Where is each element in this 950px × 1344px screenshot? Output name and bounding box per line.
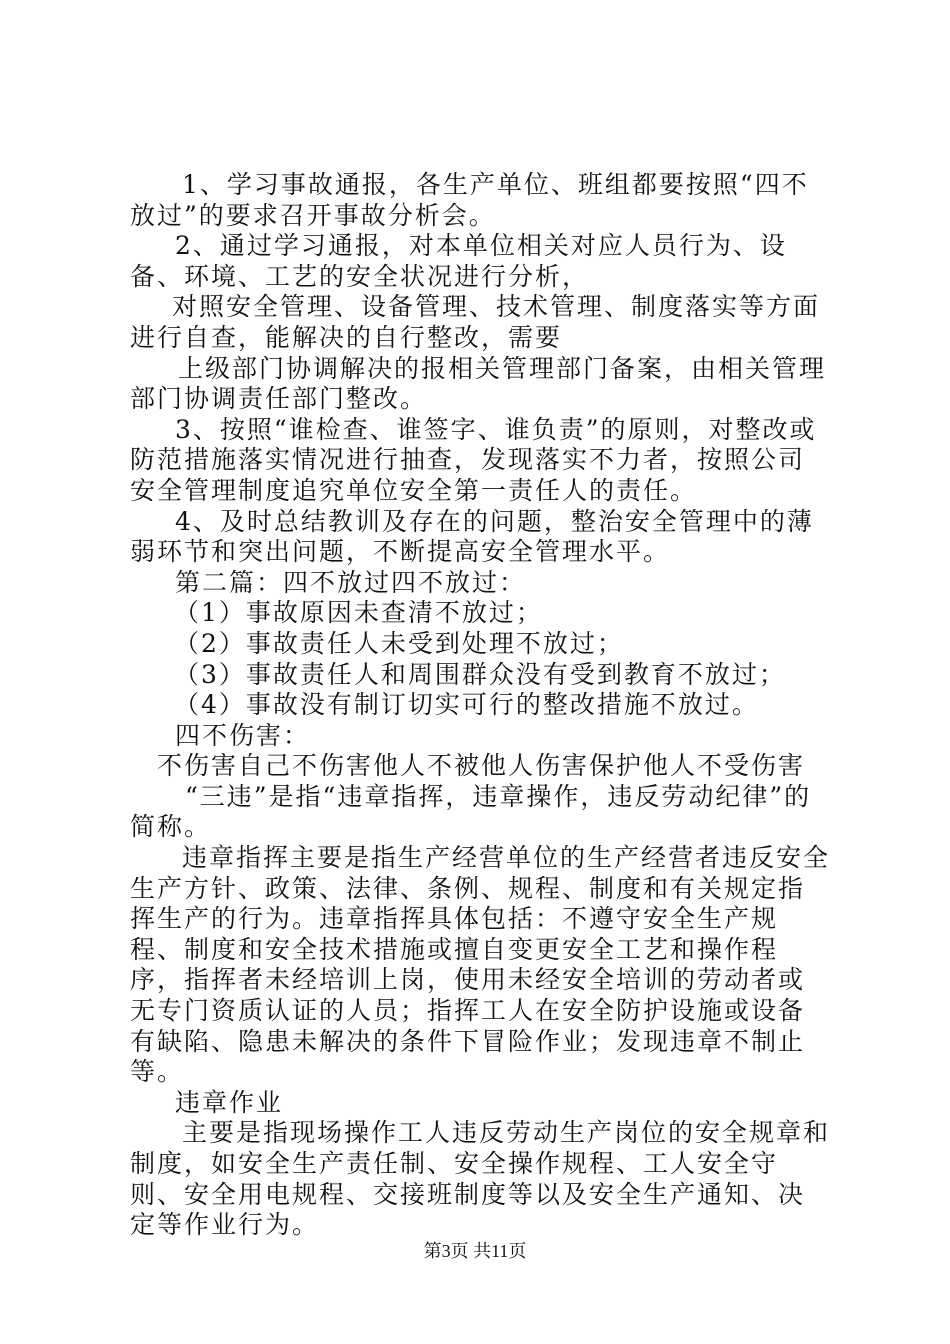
paragraph: 1、学习事故通报，各生产单位、班组都要按照“四不放过”的要求召开事故分析会。 xyxy=(130,170,809,230)
paragraph: 对照安全管理、设备管理、技术管理、制度落实等方面进行自查，能解决的自行整改，需要 xyxy=(130,292,821,352)
subheading: 四不伤害： xyxy=(148,720,311,750)
list-item: （4）事故没有制订切实可行的整改措施不放过。 xyxy=(174,690,759,720)
paragraph: 2、通过学习通报，对本单位相关对应人员行为、设备、环境、工艺的安全状况进行分析， xyxy=(130,231,787,291)
page-number-footer: 第3页 共11页 xyxy=(423,1241,527,1261)
paragraph: 违章指挥主要是指生产经营单位的生产经营者违反安全生产方针、政策、法律、条例、规程、制度和有关规定指挥生产的行为。违章指挥具体包括：不遵守安全生产规程、制度和安全技术措施或擅自变更安全工艺和操作程序，指挥者未经培训上岗，使用未经安全培训的劳动者或无专门资质认证的人员；指挥工人在安全防护设施或设备有缺陷、隐患未解决的条件下冒险作业；发现违章不制止等。 xyxy=(130,843,831,1087)
list-item: （1）事故原因未查清不放过； xyxy=(174,598,543,628)
paragraph: 上级部门协调解决的报相关管理部门备案，由相关管理部门协调责任部门整改。 xyxy=(130,353,827,414)
list-item: （2）事故责任人未受到处理不放过； xyxy=(174,628,624,658)
section-heading: 第二篇：四不放过四不放过： xyxy=(148,567,527,597)
document-body xyxy=(130,170,830,1241)
list-item: （3）事故责任人和周围群众没有受到教育不放过； xyxy=(174,659,786,689)
subheading: 违章作业 xyxy=(148,1087,284,1117)
paragraph: 4、及时总结教训及存在的问题，整治安全管理中的薄弱环节和突出问题，不断提高安全管理水平。 xyxy=(130,506,814,567)
paragraph: 不伤害自己不伤害他人不被他人伤害保护他人不受伤害 xyxy=(130,751,806,781)
paragraph: 主要是指现场操作工人违反劳动生产岗位的安全规章和制度，如安全生产责任制、安全操作规程、工人安全守则、安全用电规程、交接班制度等以及安全生产通知、决定等作业行为。 xyxy=(130,1118,831,1240)
paragraph: 3、按照“谁检查、谁签字、谁负责”的原则，对整改或防范措施落实情况进行抽查，发现落实不力者，按照公司安全管理制度追究单位安全第一责任人的责任。 xyxy=(130,414,817,505)
paragraph: “三违”是指“违章指挥，违章操作，违反劳动纪律”的简称。 xyxy=(130,781,812,842)
